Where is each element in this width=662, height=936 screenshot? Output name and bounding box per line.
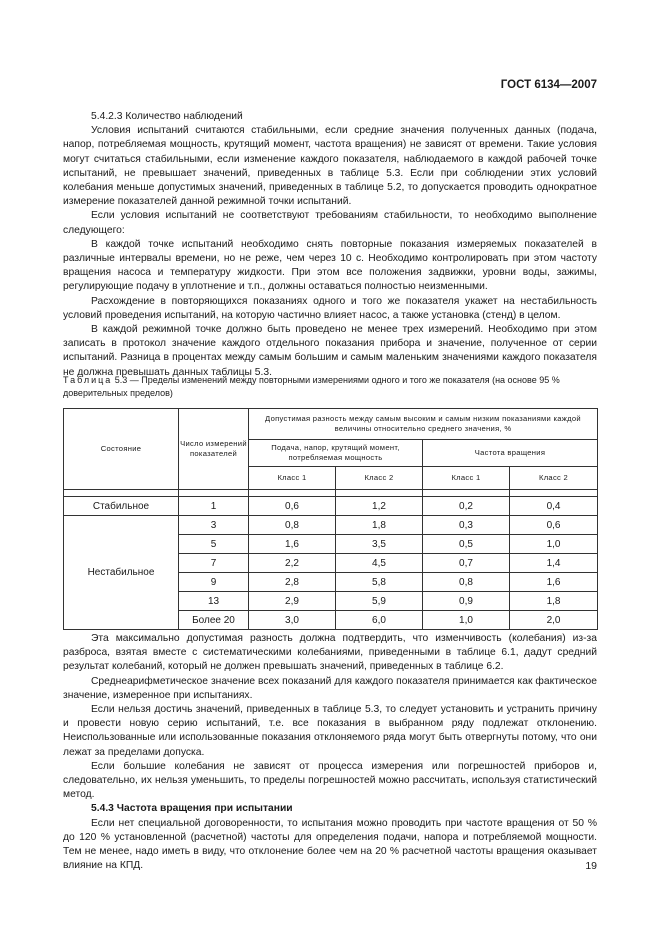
value-cell: 0,5 [423, 535, 510, 554]
paragraph: В каждой режимной точке должно быть проведено не менее трех измерений. Необходимо при этом записать в протокол значение каждого отдельного показания прибора и значение, полученное от серии испытаний. Разница в процентах между самым большим и самым маленьким значениями каждого показателя не должна превышать данных таблицы 5.3. [63, 324, 597, 378]
value-cell: 0,9 [423, 592, 510, 611]
state-cell: Нестабильное [64, 516, 179, 630]
count-cell: 13 [179, 592, 249, 611]
count-cell: 5 [179, 535, 249, 554]
header-class-1: Класс 1 [423, 467, 510, 490]
value-cell: 0,8 [249, 516, 336, 535]
table-row [64, 516, 598, 535]
paragraph: Если нельзя достичь значений, приведенных в таблице 5.3, то следует установить и устранить причину и провести новую серию испытаний, т.е. все показания в выбранном ряду подлежат отклонению. Неиспользованные или использованные показания отклоняемого ряда могут быть отвергнуты потому, что они лежат за пределами допуска. [63, 704, 597, 758]
table-row [64, 497, 598, 516]
count-cell: Более 20 [179, 611, 249, 630]
paragraph: Эта максимально допустимая разность должна подтвердить, что изменчивость (колебания) из-за разброса, взятая вместе с систематическими колебаниями, приведенными в таблице 6.1, дадут средний результат колебаний, который не должен превышать значений, приведенных в таблице 6.2. [63, 633, 597, 673]
count-cell: 3 [179, 516, 249, 535]
document-code: ГОСТ 6134—2007 [500, 79, 597, 91]
value-cell: 3,0 [249, 611, 336, 630]
value-cell: 0,6 [510, 516, 598, 535]
value-cell: 0,4 [510, 497, 598, 516]
header-speed: Частота вращения [423, 440, 598, 467]
paragraph: Расхождение в повторяющихся показаниях одного и того же показателя укажет на нестабильность условий проведения испытаний, на которую частично влияет насос, а также установка (стенд) в целом. [63, 295, 597, 321]
section-heading: 5.4.3 Частота вращения при испытании [91, 803, 293, 815]
count-cell: 9 [179, 573, 249, 592]
value-cell: 0,8 [423, 573, 510, 592]
paragraph: Если большие колебания не зависят от процесса измерения или погрешностей приборов и, следовательно, их нельзя уменьшить, то пределы погрешностей можно рассчитать, используя статистический метод. [63, 760, 597, 801]
value-cell: 4,5 [336, 554, 423, 573]
table-caption-label: Таблица [63, 375, 113, 385]
value-cell: 0,2 [423, 497, 510, 516]
value-cell: 1,8 [510, 592, 598, 611]
value-cell: 2,9 [249, 592, 336, 611]
value-cell: 1,8 [336, 516, 423, 535]
state-cell: Стабильное [64, 497, 179, 516]
subsection-heading: 5.4.2.3 Количество наблюдений [91, 111, 243, 122]
count-cell: 7 [179, 554, 249, 573]
paragraph: Если условия испытаний не соответствуют требованиям стабильности, то необходимо выполнение следующего: [63, 210, 597, 236]
limits-table [63, 408, 598, 630]
header-power: Подача, напор, крутящий момент, потребляемая мощность [249, 440, 423, 467]
header-count: Число измерений показателей [179, 409, 249, 490]
header-class-2: Класс 2 [336, 467, 423, 490]
value-cell: 1,0 [423, 611, 510, 630]
value-cell: 1,6 [510, 573, 598, 592]
header-class-1: Класс 1 [249, 467, 336, 490]
value-cell: 6,0 [336, 611, 423, 630]
value-cell: 1,4 [510, 554, 598, 573]
value-cell: 1,2 [336, 497, 423, 516]
paragraph: Если нет специальной договоренности, то испытания можно проводить при частоте вращения от 50 % до 120 % установленной (расчетной) частоты для определения подачи, напора и потребляемой мощности. Тем не менее, надо иметь в виду, что отклонение более чем на 20 % расчетной частоты вращения оказывает влияние на КПД. [63, 817, 597, 872]
paragraph: Условия испытаний считаются стабильными, если средние значения полученных данных (подача, напор, потребляемая мощность, крутящий момент, частота вращения) не зависят от времени. Такие условия могут считаться стабильными, если изменение каждого показателя, наблюдаемого в каждой рабочей точке испытаний, не превышает значений, приведенных в таблице 5.3. Если при соблюдении этих условий колебания меньше допустимых значений, приведенных в таблице 5.2, то допускается проводить однократное измерение показателей данной режимной точки испытаний. [63, 125, 597, 208]
header-range: Допустимая разность между самым высоким и самым низким показаниями каждой величины относительно среднего значения, % [249, 409, 598, 440]
body-text-bottom [63, 632, 597, 873]
value-cell: 0,6 [249, 497, 336, 516]
value-cell: 0,7 [423, 554, 510, 573]
paragraph: Среднеарифметическое значение всех показаний для каждого показателя принимается как фактическое значение, измеренное при испытаниях. [63, 675, 597, 701]
count-cell: 1 [179, 497, 249, 516]
value-cell: 2,0 [510, 611, 598, 630]
value-cell: 5,8 [336, 573, 423, 592]
header-state: Состояние [64, 409, 179, 490]
value-cell: 1,6 [249, 535, 336, 554]
value-cell: 0,3 [423, 516, 510, 535]
value-cell: 2,8 [249, 573, 336, 592]
table-caption [63, 374, 603, 400]
page-number: 19 [585, 860, 597, 872]
table-caption-text: 5.3 — Пределы изменений между повторными измерениями одного и того же показателя (на основе 95 % доверительных пределов) [63, 375, 560, 398]
value-cell: 5,9 [336, 592, 423, 611]
value-cell: 3,5 [336, 535, 423, 554]
header-class-2: Класс 2 [510, 467, 598, 490]
paragraph: В каждой точке испытаний необходимо снять повторные показания измеряемых показателей в различные интервалы времени, но не реже, чем через 10 с. Необходимо контролировать при этом частоту вращения насоса и температуру жидкости. При этом все положения задвижки, уровни воды, зажимы, регулирующие подачу в уплотнение и т.п., должны оставаться полностью неизменными. [63, 238, 597, 293]
body-text-top [63, 110, 597, 380]
value-cell: 1,0 [510, 535, 598, 554]
value-cell: 2,2 [249, 554, 336, 573]
